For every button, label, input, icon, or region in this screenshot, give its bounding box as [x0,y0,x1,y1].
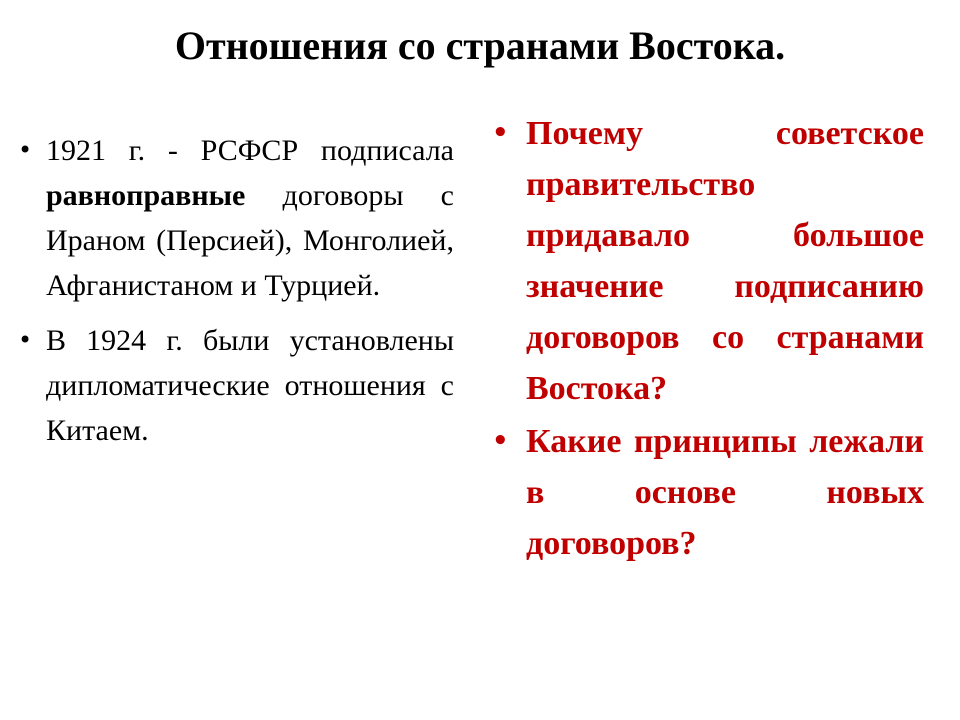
question-2-text: Какие принципы лежали в основе новых договоров? [526,423,924,562]
right-question-list [492,108,924,569]
equal-treaties-emphasis: равноправные [46,179,246,212]
bullet-icon: • [18,136,33,164]
left-bullet-item-1924-china [18,318,454,453]
bullet-icon: • [18,326,33,354]
bullet-icon: • [492,118,509,148]
china-relations-text: В 1924 г. были установлены дипломатические отношения с Китаем. [46,324,454,447]
question-treaty-principles [492,416,924,569]
treaties-text-start: 1921 г. - РСФСР подписала [46,134,454,167]
question-1-text: Почему советское правительство придавало большое значение подписанию договоров со странами Востока? [526,115,924,407]
left-bullet-list [18,128,454,453]
left-bullet-item-1921-treaties [18,128,454,308]
question-why-treaties-important [492,108,924,414]
treaties-text-end: договоры с Ираном (Персией), Монголией, Афганистаном и Турцией. [46,179,454,302]
slide-title: Отношения со странами Востока. [174,23,786,68]
bullet-icon: • [492,426,509,456]
